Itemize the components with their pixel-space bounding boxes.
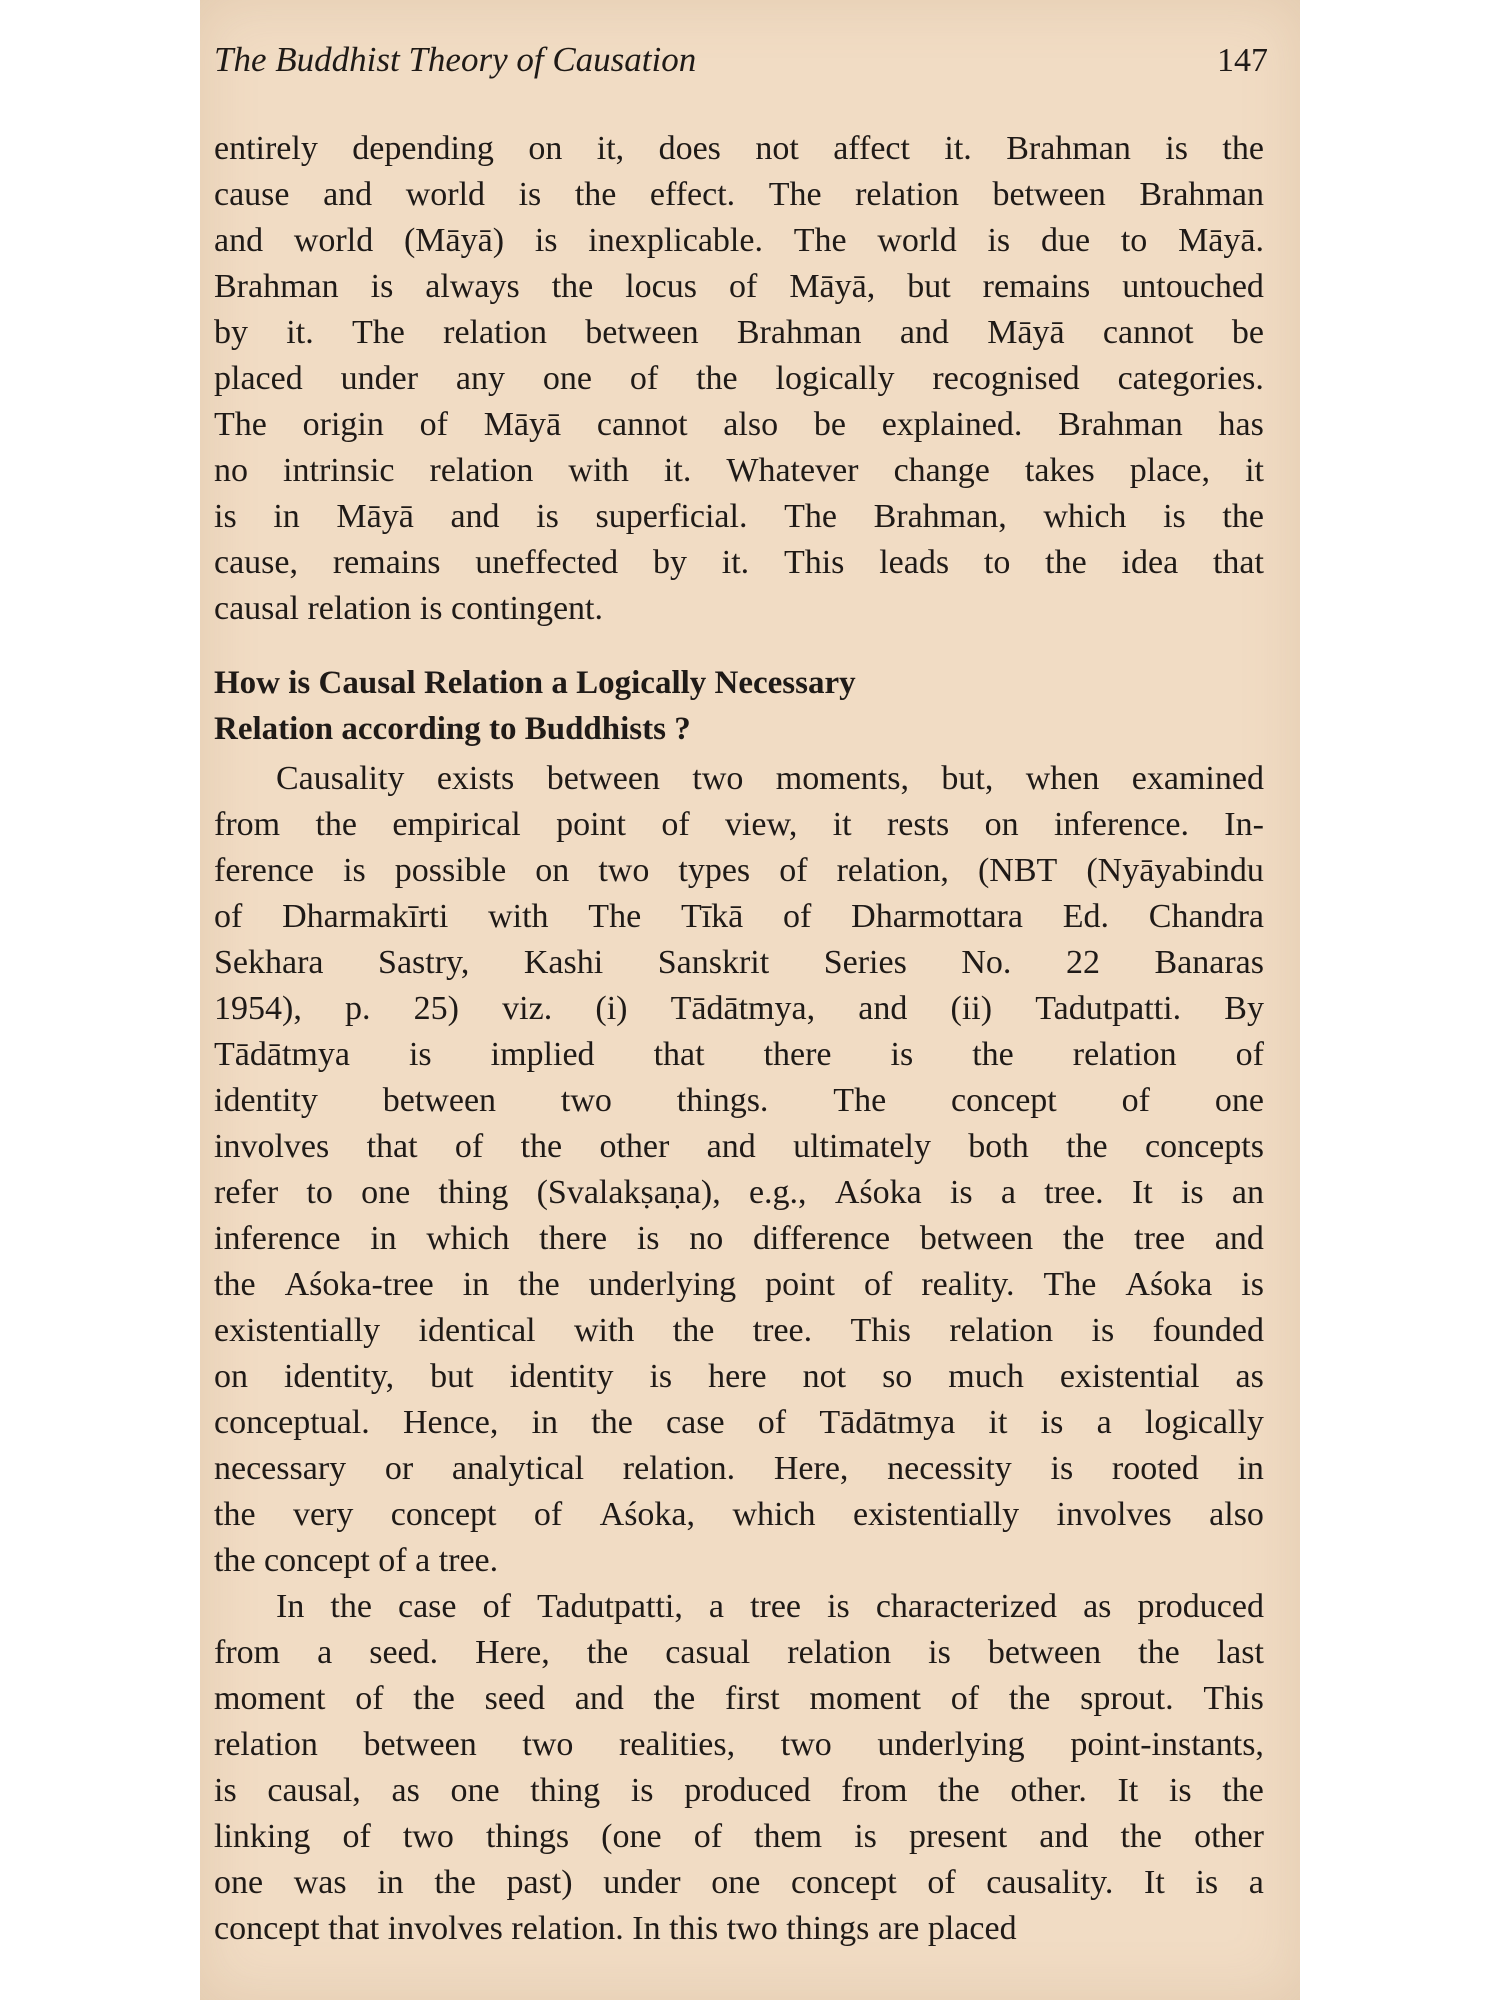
text-line: ference is possible on two types of relation, (NBT (Nyāyabindu bbox=[214, 852, 1264, 889]
text-line: is causal, as one thing is produced from the other. It is the bbox=[214, 1772, 1264, 1809]
text-line: Brahman is always the locus of Māyā, but remains untouched bbox=[214, 268, 1264, 305]
text-line: inference in which there is no difference between the tree and bbox=[214, 1220, 1264, 1257]
text-line: causal relation is contingent. bbox=[214, 590, 604, 627]
text-line: cause, remains uneffected by it. This leads to the idea that bbox=[214, 544, 1264, 581]
text-line: the Aśoka-tree in the underlying point of reality. The Aśoka is bbox=[214, 1266, 1264, 1303]
text-line: of Dharmakīrti with The Tīkā of Dharmottara Ed. Chandra bbox=[214, 898, 1264, 935]
text-line: is in Māyā and is superficial. The Brahman, which is the bbox=[214, 498, 1264, 535]
text-line: moment of the seed and the first moment of the sprout. This bbox=[214, 1680, 1264, 1717]
text-line: cause and world is the effect. The relation between Brahman bbox=[214, 176, 1264, 213]
running-head bbox=[214, 40, 1268, 90]
text-line: The origin of Māyā cannot also be explained. Brahman has bbox=[214, 406, 1264, 443]
text-line: necessary or analytical relation. Here, necessity is rooted in bbox=[214, 1450, 1264, 1487]
paragraph-1 bbox=[214, 126, 1264, 632]
text-line: by it. The relation between Brahman and Māyā cannot be bbox=[214, 314, 1264, 351]
text-line: conceptual. Hence, in the case of Tādātmya it is a logically bbox=[214, 1404, 1264, 1441]
text-line: refer to one thing (Svalakṣaṇa), e.g., Aśoka is a tree. It is an bbox=[214, 1174, 1264, 1211]
text-line: and world (Māyā) is inexplicable. The world is due to Māyā. bbox=[214, 222, 1264, 259]
text-line: entirely depending on it, does not affect it. Brahman is the bbox=[214, 130, 1264, 167]
section-heading-line-1: How is Causal Relation a Logically Necessary bbox=[214, 665, 856, 701]
paragraph-3 bbox=[214, 1584, 1264, 1952]
text-line: identity between two things. The concept of one bbox=[214, 1082, 1264, 1119]
text-line: involves that of the other and ultimately both the concepts bbox=[214, 1128, 1264, 1165]
text-line: 1954), p. 25) viz. (i) Tādātmya, and (ii) Tadutpatti. By bbox=[214, 990, 1264, 1027]
page-text bbox=[214, 126, 1264, 1952]
text-line: Tādātmya is implied that there is the relation of bbox=[214, 1036, 1264, 1073]
paragraph-2 bbox=[214, 756, 1264, 1584]
text-line: Causality exists between two moments, but, when examined bbox=[276, 760, 1264, 797]
text-line: Sekhara Sastry, Kashi Sanskrit Series No. 22 Banaras bbox=[214, 944, 1264, 981]
text-line: concept that involves relation. In this two things are placed bbox=[214, 1910, 1017, 1947]
text-line: In the case of Tadutpatti, a tree is characterized as produced bbox=[276, 1588, 1264, 1625]
section-heading-line-2: Relation according to Buddhists ? bbox=[214, 711, 691, 747]
text-line: linking of two things (one of them is present and the other bbox=[214, 1818, 1264, 1855]
page-number: 147 bbox=[1217, 42, 1268, 79]
text-line: relation between two realities, two underlying point-instants, bbox=[214, 1726, 1264, 1763]
text-line: existentially identical with the tree. This relation is founded bbox=[214, 1312, 1264, 1349]
text-line: from a seed. Here, the casual relation is between the last bbox=[214, 1634, 1264, 1671]
text-line: on identity, but identity is here not so much existential as bbox=[214, 1358, 1264, 1395]
text-line: one was in the past) under one concept of causality. It is a bbox=[214, 1864, 1264, 1901]
text-line: placed under any one of the logically recognised categories. bbox=[214, 360, 1264, 397]
text-line: the concept of a tree. bbox=[214, 1542, 499, 1579]
text-line: the very concept of Aśoka, which existentially involves also bbox=[214, 1496, 1264, 1533]
book-page bbox=[200, 0, 1300, 2000]
text-line: no intrinsic relation with it. Whatever change takes place, it bbox=[214, 452, 1264, 489]
running-title: The Buddhist Theory of Causation bbox=[214, 40, 697, 79]
text-line: from the empirical point of view, it rests on inference. In- bbox=[214, 806, 1264, 843]
